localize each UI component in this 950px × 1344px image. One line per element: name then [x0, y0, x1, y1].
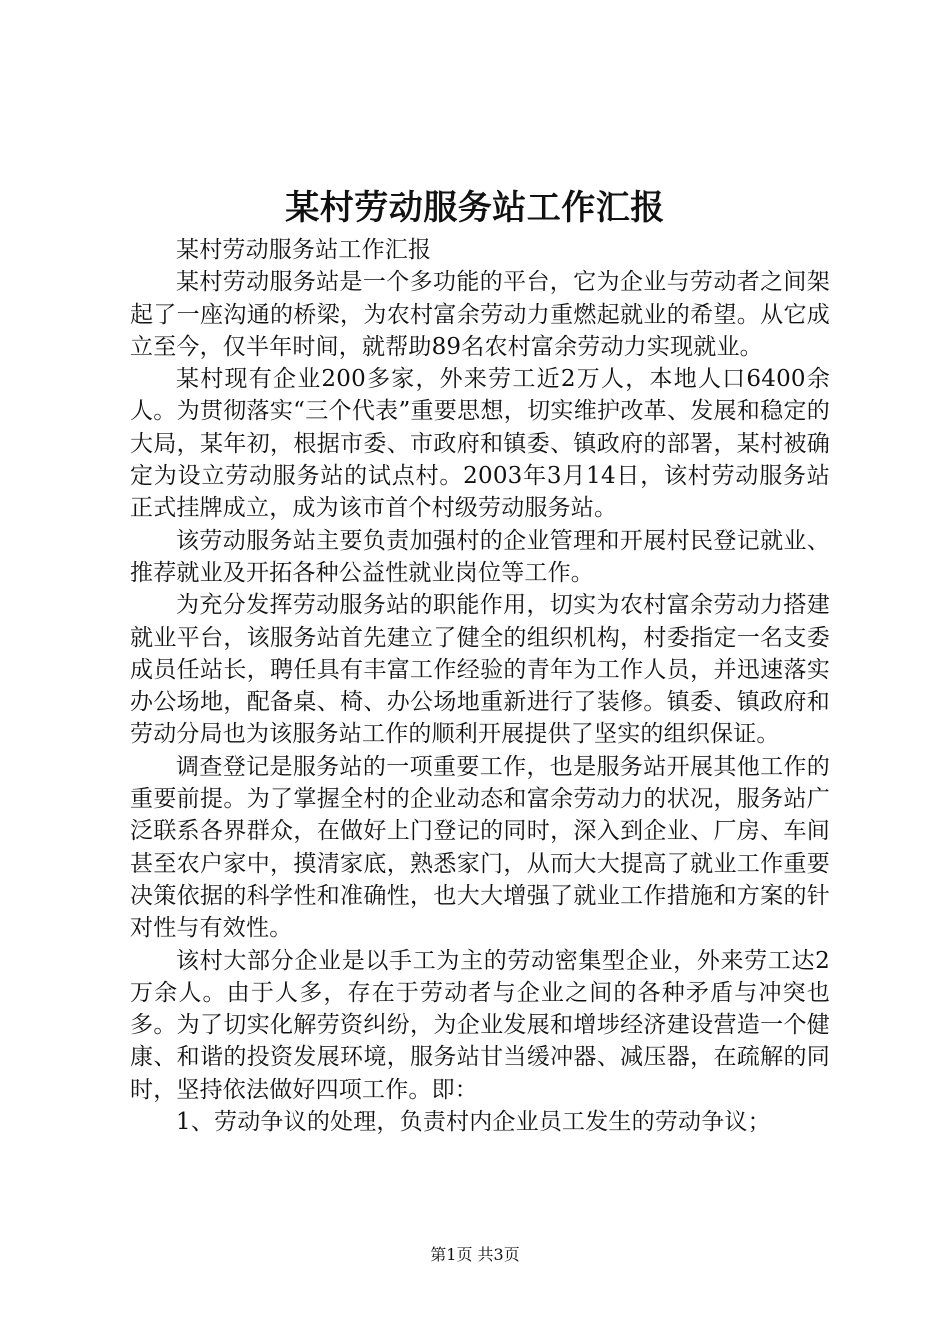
paragraph: 该劳动服务站主要负责加强村的企业管理和开展村民登记就业、推荐就业及开拓各种公益性就业岗位等工作。 — [130, 527, 830, 586]
paragraph: 某村劳动服务站工作汇报 — [176, 237, 432, 263]
paragraph: 为充分发挥劳动服务站的职能作用，切实为农村富余劳动力搭建就业平台，该服务站首先建立了健全的组织机构，村委指定一名支委成员任站长，聘任具有丰富工作经验的青年为工作人员，并迅速落实办公场地，配备桌、椅、办公场地重新进行了装修。镇委、镇政府和劳动分局也为该服务站工作的顺利开展提供了坚实的组织保证。 — [130, 592, 830, 748]
paragraph: 调查登记是服务站的一项重要工作，也是服务站开展其他工作的重要前提。为了掌握全村的企业动态和富余劳动力的状况，服务站广泛联系各界群众，在做好上门登记的同时，深入到企业、厂房、车间甚至农户家中，摸清家底，熟悉家门，从而大大提高了就业工作重要决策依据的科学性和准确性，也大大增强了就业工作措施和方案的针对性与有效性。 — [130, 753, 830, 942]
document-body — [130, 234, 830, 1138]
paragraph: 某村劳动服务站是一个多功能的平台，它为企业与劳动者之间架起了一座沟通的桥梁，为农村富余劳动力重燃起就业的希望。从它成立至今，仅半年时间，就帮助89名农村富余劳动力实现就业。 — [130, 269, 830, 360]
document-title: 某村劳动服务站工作汇报 — [285, 188, 665, 228]
paragraph: 该村大部分企业是以手工为主的劳动密集型企业，外来劳工达2万余人。由于人多，存在于劳动者与企业之间的各种矛盾与冲突也多。为了切实化解劳资纠纷，为企业发展和增埗经济建设营造一个健康、和谐的投资发展环境，服务站甘当缓冲器、减压器，在疏解的同时，坚持依法做好四项工作。即： — [130, 947, 830, 1103]
paragraph: 某村现有企业200多家，外来劳工近2万人，本地人口6400余人。为贯彻落实“三个代表”重要思想，切实维护改革、发展和稳定的大局，某年初，根据市委、市政府和镇委、镇政府的部署，某村被确定为设立劳动服务站的试点村。2003年3月14日，该村劳动服务站正式挂牌成立，成为该市首个村级劳动服务站。 — [130, 366, 830, 522]
page-number-footer: 第1页 共3页 — [430, 1245, 520, 1264]
paragraph: 1、劳动争议的处理，负责村内企业员工发生的劳动争议； — [176, 1109, 771, 1136]
